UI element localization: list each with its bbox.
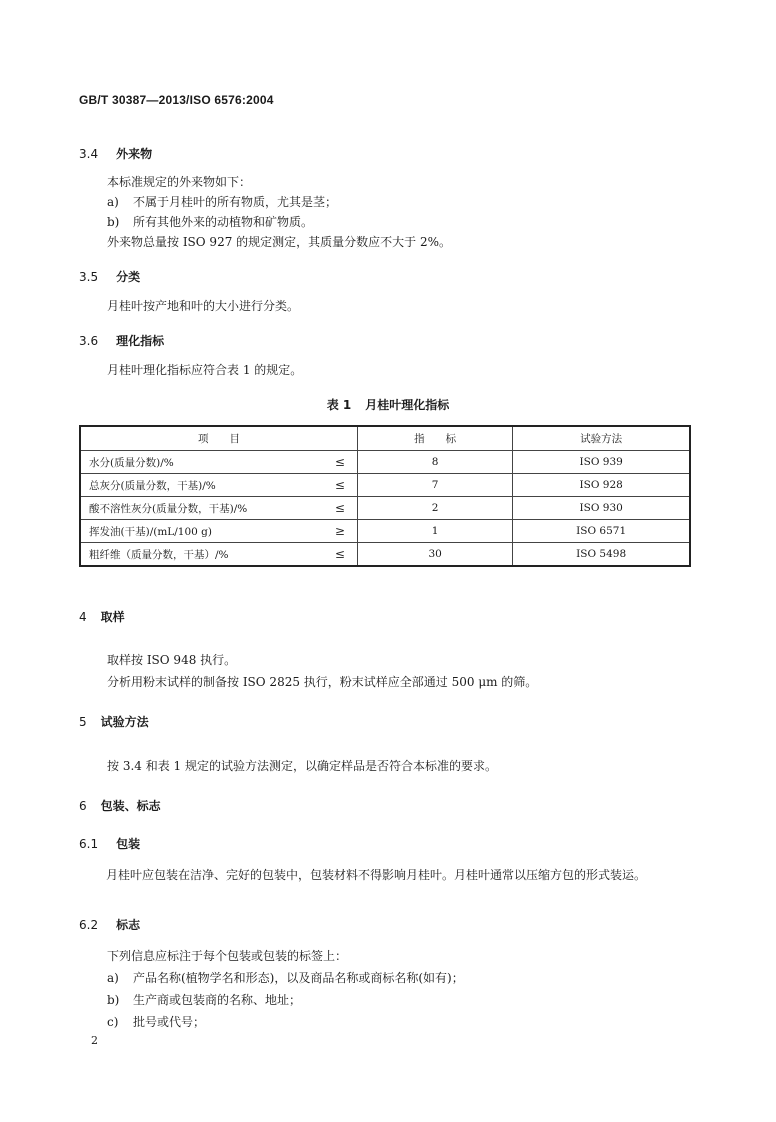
row-item: 酸不溶性灰分(质量分数，干基)/%: [80, 497, 317, 520]
list-item: [107, 212, 313, 232]
header-indicator: 指 标: [357, 426, 512, 451]
table-caption: [0, 396, 776, 413]
list-text: 批号或代号；: [133, 1015, 206, 1029]
list-text: 所有其他外来的动植物和矿物质。: [133, 215, 314, 229]
list-label: a): [107, 195, 119, 209]
section-4-line-1: 取样按 ISO 948 执行。: [107, 653, 237, 667]
section-number: 6.2: [79, 918, 99, 932]
list-text: 生产商或包装商的名称、地址；: [133, 993, 302, 1007]
table-row: [80, 474, 690, 497]
table-row: [80, 451, 690, 474]
table-caption-number: 表 1: [326, 398, 352, 412]
section-3-5-heading: [79, 268, 140, 285]
standard-header: GB/T 30387—2013/ISO 6576:2004: [79, 93, 274, 107]
table-header-row: [80, 426, 690, 451]
row-method: ISO 5498: [513, 543, 690, 567]
row-item: 水分(质量分数)/%: [80, 451, 317, 474]
row-value: 30: [357, 543, 512, 567]
page-number: 2: [91, 1034, 98, 1047]
row-method: ISO 6571: [513, 520, 690, 543]
section-4-line-2: 分析用粉末试样的制备按 ISO 2825 执行，粉末试样应全部通过 500 μm 的筛。: [107, 675, 538, 689]
section-number: 3.5: [79, 270, 99, 284]
row-method: ISO 930: [513, 497, 690, 520]
section-6-2-heading: [79, 916, 140, 933]
section-5-heading: [79, 713, 149, 730]
row-value: 8: [357, 451, 512, 474]
section-3-6-text: 月桂叶理化指标应符合表 1 的规定。: [107, 363, 303, 377]
section-6-heading: [79, 797, 161, 814]
section-number: 5: [79, 715, 87, 729]
table-row: [80, 520, 690, 543]
section-3-4-note: 外来物总量按 ISO 927 的规定测定，其质量分数应不大于 2%。: [107, 235, 452, 249]
list-label: a): [107, 971, 119, 985]
list-label: b): [107, 215, 120, 229]
indicators-table: [79, 425, 691, 567]
table-row: [80, 497, 690, 520]
section-3-4-heading: [79, 145, 152, 162]
list-item: [107, 192, 337, 212]
list-item: [107, 990, 301, 1010]
list-text: 产品名称(植物学名和形态)，以及商品名称或商标名称(如有)；: [133, 971, 464, 985]
row-method: ISO 928: [513, 474, 690, 497]
section-number: 4: [79, 610, 87, 624]
section-title: 分类: [116, 270, 141, 284]
row-operator: ≥: [317, 520, 357, 543]
row-item: 粗纤维（质量分数，干基）/%: [80, 543, 317, 567]
row-operator: ≤: [317, 451, 357, 474]
row-method: ISO 939: [513, 451, 690, 474]
section-title: 试验方法: [100, 715, 149, 729]
section-6-1-text: 月桂叶应包装在洁净、完好的包装中，包装材料不得影响月桂叶。月桂叶通常以压缩方包的形式装运。: [106, 868, 647, 882]
list-label: c): [107, 1015, 119, 1029]
section-4-heading: [79, 608, 125, 625]
section-title: 理化指标: [116, 334, 165, 348]
section-title: 外来物: [116, 147, 153, 161]
section-number: 6.1: [79, 837, 99, 851]
list-text: 不属于月桂叶的所有物质，尤其是茎；: [133, 195, 338, 209]
section-6-1-heading: [79, 835, 140, 852]
section-3-5-text: 月桂叶按产地和叶的大小进行分类。: [107, 299, 300, 313]
row-operator: ≤: [317, 474, 357, 497]
table-caption-title: 月桂叶理化指标: [365, 398, 450, 412]
section-number: 3.4: [79, 147, 99, 161]
row-value: 1: [357, 520, 512, 543]
section-number: 3.6: [79, 334, 99, 348]
section-3-4-intro: 本标准规定的外来物如下：: [107, 175, 252, 189]
row-item: 挥发油(干基)/(mL/100 g): [80, 520, 317, 543]
list-item: [107, 968, 464, 988]
section-5-text: 按 3.4 和表 1 规定的试验方法测定，以确定样品是否符合本标准的要求。: [107, 759, 497, 773]
row-value: 7: [357, 474, 512, 497]
section-title: 包装、标志: [100, 799, 161, 813]
section-6-2-intro: 下列信息应标注于每个包装或包装的标签上：: [107, 949, 348, 963]
section-title: 标志: [116, 918, 141, 932]
header-item: 项 目: [80, 426, 357, 451]
table-row: [80, 543, 690, 567]
list-label: b): [107, 993, 120, 1007]
row-value: 2: [357, 497, 512, 520]
section-title: 包装: [116, 837, 141, 851]
list-item: [107, 1012, 205, 1032]
section-title: 取样: [100, 610, 125, 624]
row-item: 总灰分(质量分数，干基)/%: [80, 474, 317, 497]
row-operator: ≤: [317, 543, 357, 567]
row-operator: ≤: [317, 497, 357, 520]
header-method: 试验方法: [513, 426, 690, 451]
section-number: 6: [79, 799, 87, 813]
section-3-6-heading: [79, 332, 164, 349]
